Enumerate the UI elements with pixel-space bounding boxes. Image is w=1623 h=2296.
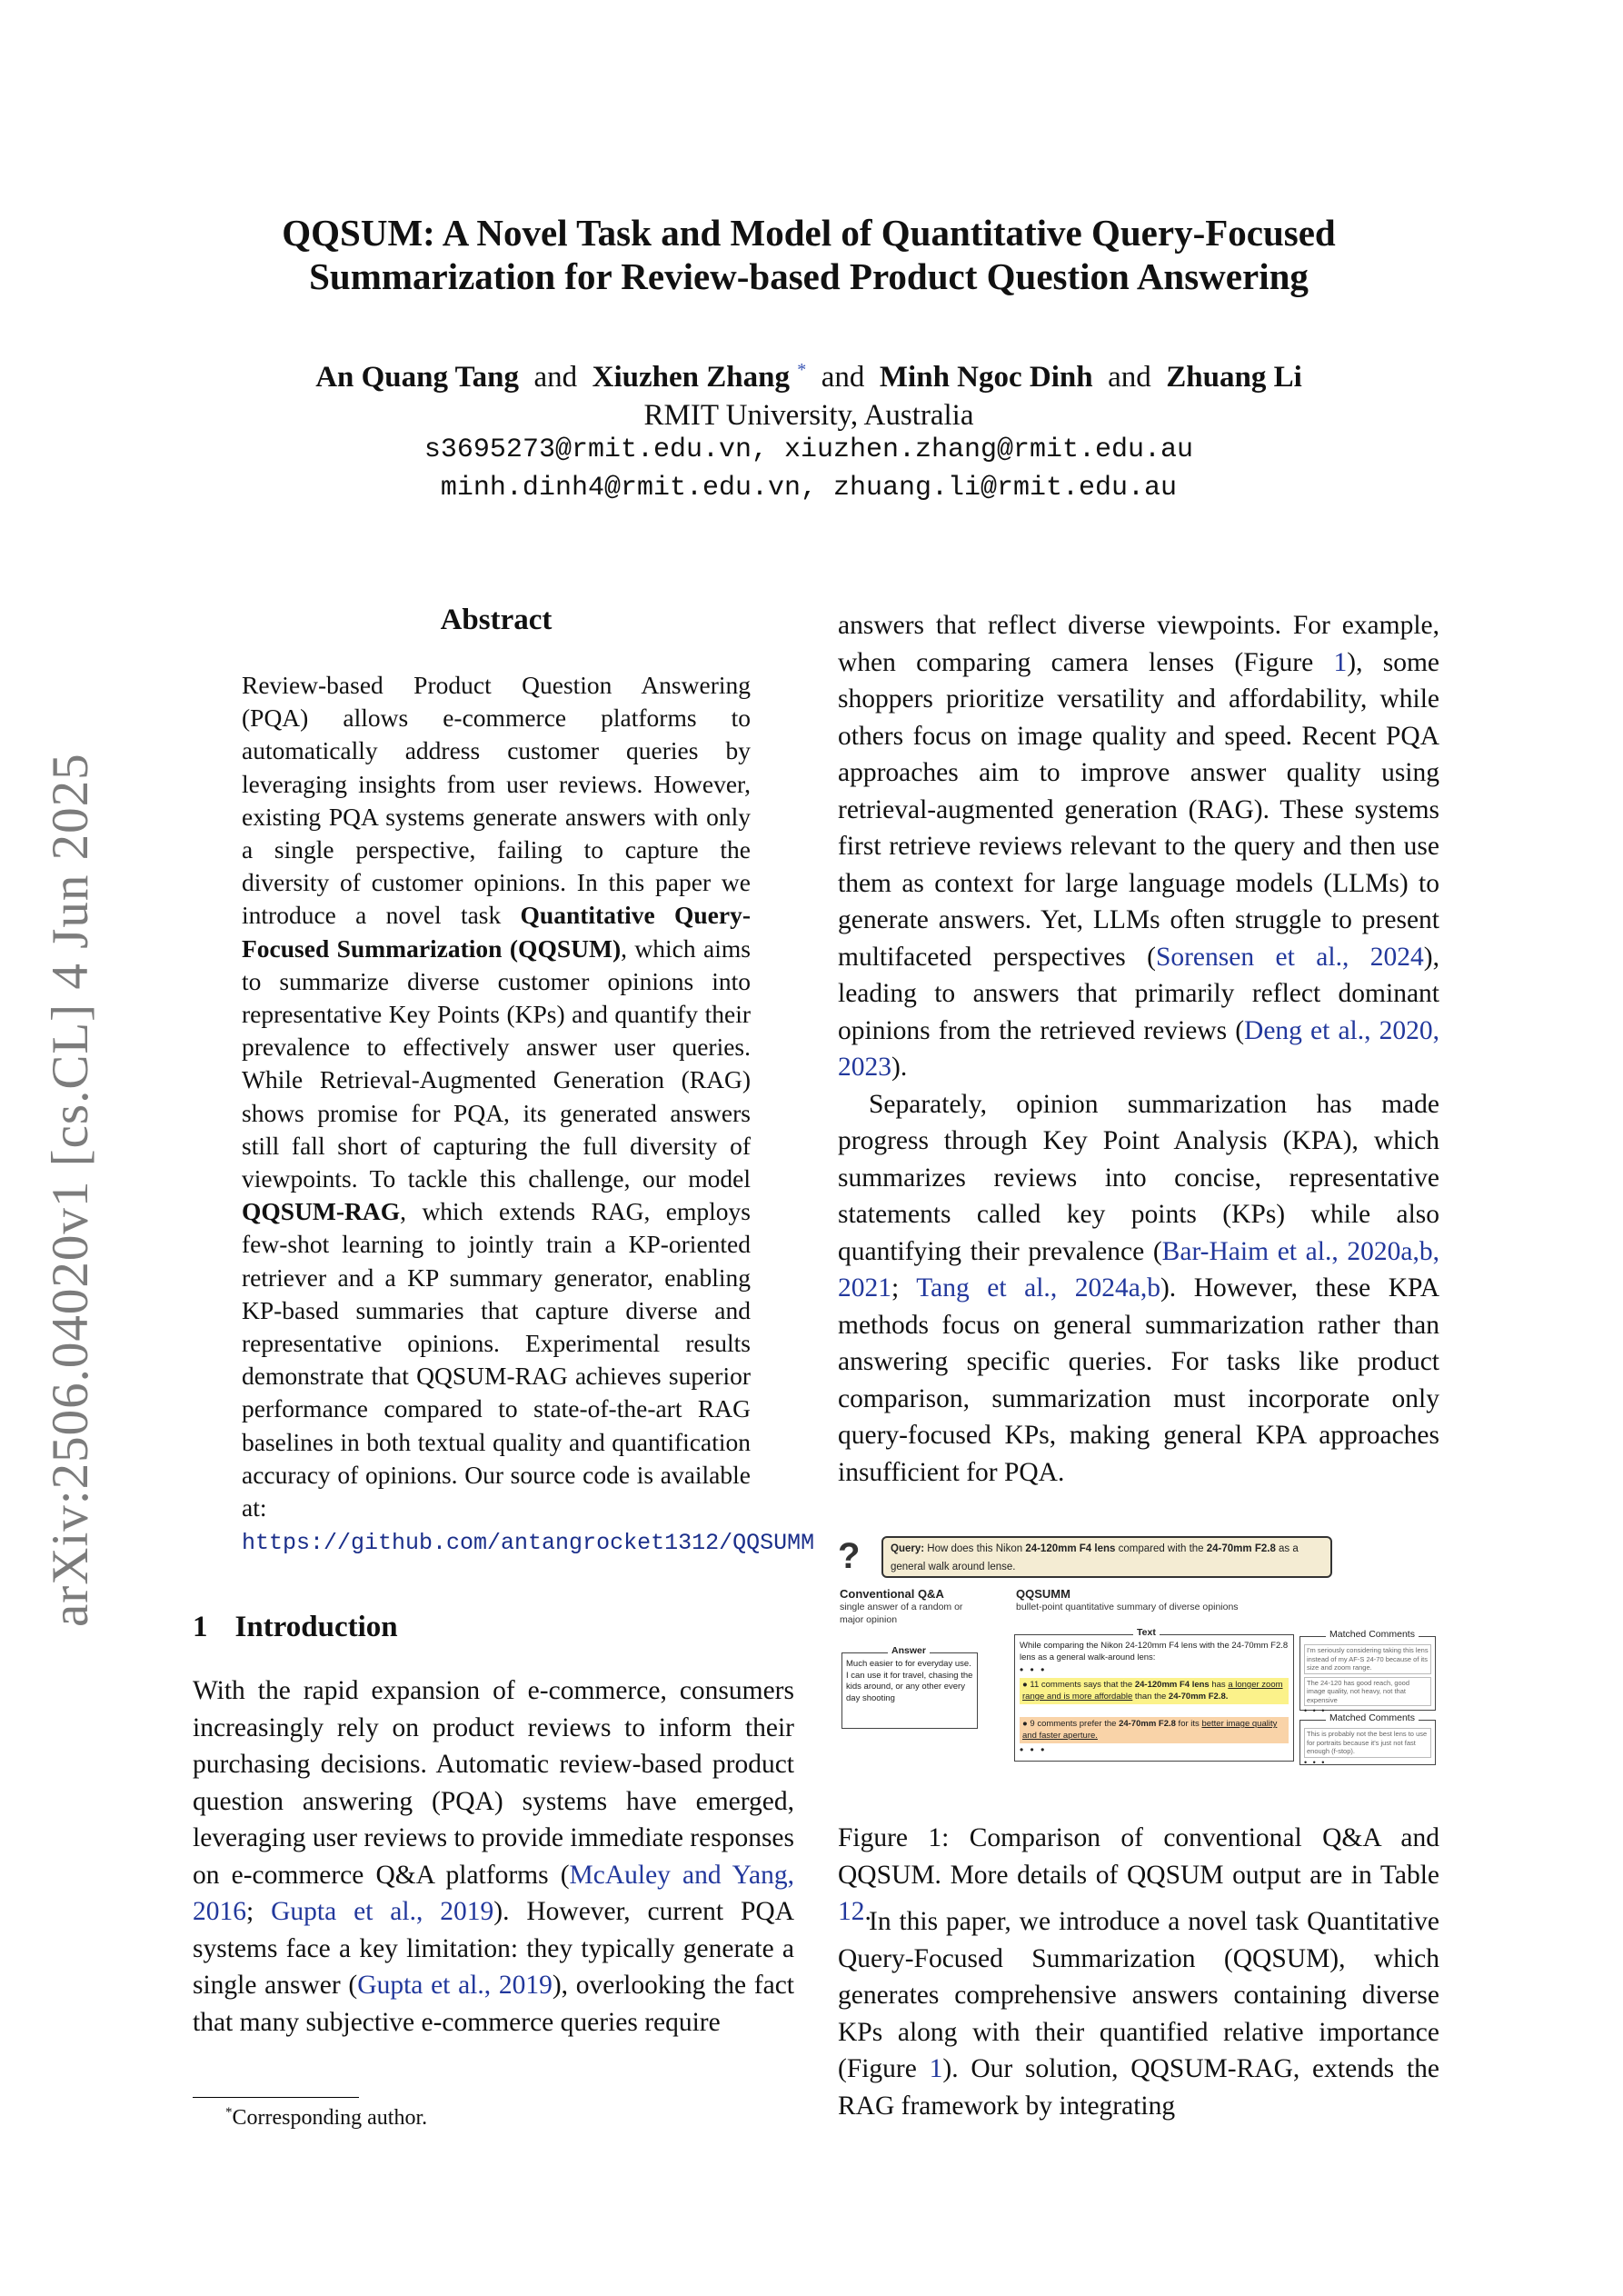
matched-dots-1: • • • xyxy=(1304,1706,1327,1715)
and-3: and xyxy=(1108,361,1151,394)
matched-comment-2: The 24-120 has good reach, good image quality, not heavy, not that expensive xyxy=(1304,1677,1431,1707)
corresponding-mark[interactable]: * xyxy=(797,360,807,380)
citation-mcauley[interactable]: McAuley and Yang, 2016 xyxy=(193,1860,794,1926)
qqsum-panel xyxy=(1016,1587,1307,1613)
answer-box xyxy=(841,1645,978,1729)
abstract-text-2: , which aims to summarize diverse customer opinions into representative Key Points (KPs) and quantify their prevalence to effectively answer user queries. While Retrieval-Augmented Generation (RAG) shows promise for PQA, its generated answers still fall short of capturing the full diversity of viewpoints. To tackle this challenge, our model xyxy=(242,933,751,1193)
matched-dots-2: • • • xyxy=(1304,1757,1327,1767)
author-4: Zhuang Li xyxy=(1166,361,1302,394)
dots-1: • • • xyxy=(1020,1663,1047,1676)
and-1: and xyxy=(533,361,578,394)
footnote xyxy=(225,2105,427,2131)
matched-comments-1 xyxy=(1299,1629,1436,1715)
matched-comment-1: I'm seriously considering taking this lens instead of my AF-S 24-70 because of its size and zoom range. xyxy=(1304,1644,1431,1674)
intro-text-2: ). However, current PQA systems face a key limitation: they typically generate a single answer ( xyxy=(193,1897,795,2000)
matched-title-1: Matched Comments xyxy=(1326,1629,1419,1640)
right-column-text xyxy=(838,607,1439,1491)
conventional-qa-title: Conventional Q&A xyxy=(840,1587,944,1601)
section-number: 1 xyxy=(193,1611,208,1643)
conventional-qa xyxy=(840,1587,981,1626)
qqsum-subtitle: bullet-point quantitative summary of diverse opinions xyxy=(1016,1602,1239,1612)
answer-title: Answer xyxy=(888,1645,930,1656)
section-title: Introduction xyxy=(234,1611,398,1643)
citation-gupta-1[interactable]: Gupta et al., 2019 xyxy=(271,1897,494,1926)
key-point-2: ● 9 comments prefer the 24-70mm F2.8 for its better image quality and faster aperture. xyxy=(1020,1717,1289,1743)
table-ref-12[interactable]: 12 xyxy=(838,1897,865,1926)
abstract-body xyxy=(242,669,815,1560)
matched-comment-3: This is probably not the best lens to use for portraits because it's just not fast enough (f-stop). xyxy=(1304,1728,1431,1758)
title-line-2: Summarization for Review-based Product Question Answering xyxy=(309,255,1309,297)
query-box: Query: How does this Nikon 24-120mm F4 lens compared with the 24-70mm F2.8 as a general walk around lense. xyxy=(881,1536,1332,1578)
right-paragraph-1: answers that reflect diverse viewpoints. For example, when comparing camera lenses (Figure 1), some shoppers prioritize versatility and affordability, while others focus on image quality and speed. Recent PQA approaches aim to improve answer quality using retrieval-augmented generation (RAG). These systems first retrieve reviews relevant to the query and then use them as context for large language models (LLMs) to generate answers. Yet, LLMs often struggle to present multifaceted perspectives (Sorensen et al., 2024), leading to answers that primarily reflect dominant opinions from the retrieved reviews (Deng et al., 2020, 2023). xyxy=(838,611,1439,1082)
author-emails xyxy=(182,431,1436,507)
question-icon: ? xyxy=(838,1536,861,1576)
footnote-text: Corresponding author. xyxy=(232,2106,428,2130)
right-paragraph-3: In this paper, we introduce a novel task Quantitative Query-Focused Summarization (QQSUM), which generates comprehensive answers containing diverse KPs along with their quantified relative importance (Figure 1). Our solution, QQSUM-RAG, extends the RAG framework by integrating xyxy=(838,1907,1439,2121)
author-3: Minh Ngoc Dinh xyxy=(879,361,1093,394)
citation-gupta-2[interactable]: Gupta et al., 2019 xyxy=(357,1971,553,2000)
section-heading-introduction xyxy=(193,1611,829,1644)
email-line-1[interactable]: s3695273@rmit.edu.vn, xiuzhen.zhang@rmit.edu.au xyxy=(423,434,1194,465)
matched-title-2: Matched Comments xyxy=(1326,1712,1419,1723)
conventional-qa-subtitle: single answer of a random or major opinion xyxy=(840,1602,963,1625)
text-intro: While comparing the Nikon 24-120mm F4 lens with the 24-70mm F2.8 lens as a general walk-around lens: xyxy=(1020,1641,1289,1662)
citation-deng[interactable]: Deng et al., 2020, 2023 xyxy=(838,1015,1439,1082)
qqsum-title: QQSUMM xyxy=(1016,1587,1070,1601)
footnote-mark: * xyxy=(225,2105,233,2120)
intro-paragraph: With the rapid expansion of e-commerce, consumers increasingly rely on product reviews to inform their purchasing decisions. Automatic review-based product question answering (PQA) systems have emerged, leveraging user reviews to provide immediate responses on e-commerce Q&A platforms (McAuley and Yang, 2016; Gupta et al., 2019). However, current PQA systems face a key limitation: they typically generate a single answer (Gupta et al., 2019), overlooking the fact that many subjective e-commerce queries require xyxy=(193,1676,795,2037)
author-1: An Quang Tang xyxy=(315,361,520,394)
abstract-bold-task: Quantitative Query-Focused Summarization (QQSUM) xyxy=(242,901,751,963)
title-line-1: QQSUM: A Novel Task and Model of Quantitative Query-Focused xyxy=(282,212,1336,254)
and-2: and xyxy=(821,361,865,394)
intro-text-3: ), overlooking the fact that many subjective e-commerce queries require xyxy=(193,1971,794,2037)
email-line-2[interactable]: minh.dinh4@rmit.edu.vn, zhuang.li@rmit.edu.au xyxy=(440,473,1178,504)
figure-ref-1[interactable]: 1 xyxy=(1333,647,1348,677)
qqsum-text-box xyxy=(1014,1627,1294,1762)
author-2: Xiuzhen Zhang xyxy=(592,361,790,394)
figure-ref-2[interactable]: 1 xyxy=(929,2054,943,2083)
right-column-text-2 xyxy=(838,1903,1439,2124)
author-list xyxy=(182,351,1436,434)
abstract-text-1: Review-based Product Question Answering (PQA) allows e-commerce platforms to automatically address customer queries by leveraging insights from user reviews. However, existing PQA systems generate answers with only a single perspective, failing to capture the diversity of customer opinions. In this paper we introduce a novel task xyxy=(242,671,751,930)
key-point-1: ● 11 comments says that the 24-120mm F4 lens has a longer zoom range and is more affordable than the 24-70mm F2.8. xyxy=(1020,1678,1289,1704)
figure-1-caption: Figure 1: Comparison of conventional Q&A and QQSUM. More details of QQSUM output are in Table 12. xyxy=(838,1823,1439,1926)
intro-text-1: With the rapid expansion of e-commerce, consumers increasingly rely on product reviews to inform their purchasing decisions. Automatic review-based product question answering (PQA) systems have emerged, leveraging user reviews to provide immediate responses on e-commerce Q&A platforms ( xyxy=(193,1676,794,1890)
citation-bar-haim[interactable]: Bar-Haim et al., 2020a,b, 2021 xyxy=(838,1236,1440,1303)
citation-tang[interactable]: Tang et al., 2024a,b xyxy=(916,1273,1160,1303)
arxiv-stamp: arXiv:2506.04020v1 [cs.CL] 4 Jun 2025 xyxy=(42,753,99,1627)
footnote-rule xyxy=(193,2097,359,2098)
abstract-bold-model: QQSUM-RAG xyxy=(242,1197,401,1226)
right-paragraph-2: Separately, opinion summarization has made progress through Key Point Analysis (KPA), which summarizes reviews into concise, representative statements called key points (KPs) while also quantifying their prevalence (Bar-Haim et al., 2020a,b, 2021; Tang et al., 2024a,b). However, these KPA methods focus on general summarization rather than answering specific queries. For tasks like product comparison, summarization must incorporate only query-focused KPs, making general KPA approaches insufficient for PQA. xyxy=(838,1089,1440,1487)
dots-2: • • • xyxy=(1020,1743,1047,1756)
abstract-heading: Abstract xyxy=(440,604,553,636)
paper-title xyxy=(182,211,1436,298)
citation-sorensen[interactable]: Sorensen et al., 2024 xyxy=(1155,942,1424,972)
figure-1 xyxy=(838,1536,1439,1782)
text-box-title: Text xyxy=(1133,1627,1160,1638)
affiliation: RMIT University, Australia xyxy=(643,399,974,432)
abstract-text-3: , which extends RAG, employs few-shot learning to jointly train a KP-oriented retriever and a KP summary generator, enabling KP-based summaries that capture diverse and representative opinions. Experimental results demonstrate that QQSUM-RAG achieves superior performance compared to state-of-the-art RAG baselines in both textual quality and quantification accuracy of opinions. Our source code is available at: xyxy=(242,1197,751,1522)
answer-text: Much easier to for everyday use. I can use it for travel, chasing the kids around, or any other every day shooting xyxy=(846,1659,973,1703)
matched-comments-2 xyxy=(1299,1712,1436,1767)
source-code-link[interactable]: https://github.com/antangrocket1312/QQSUMM xyxy=(242,1530,815,1557)
